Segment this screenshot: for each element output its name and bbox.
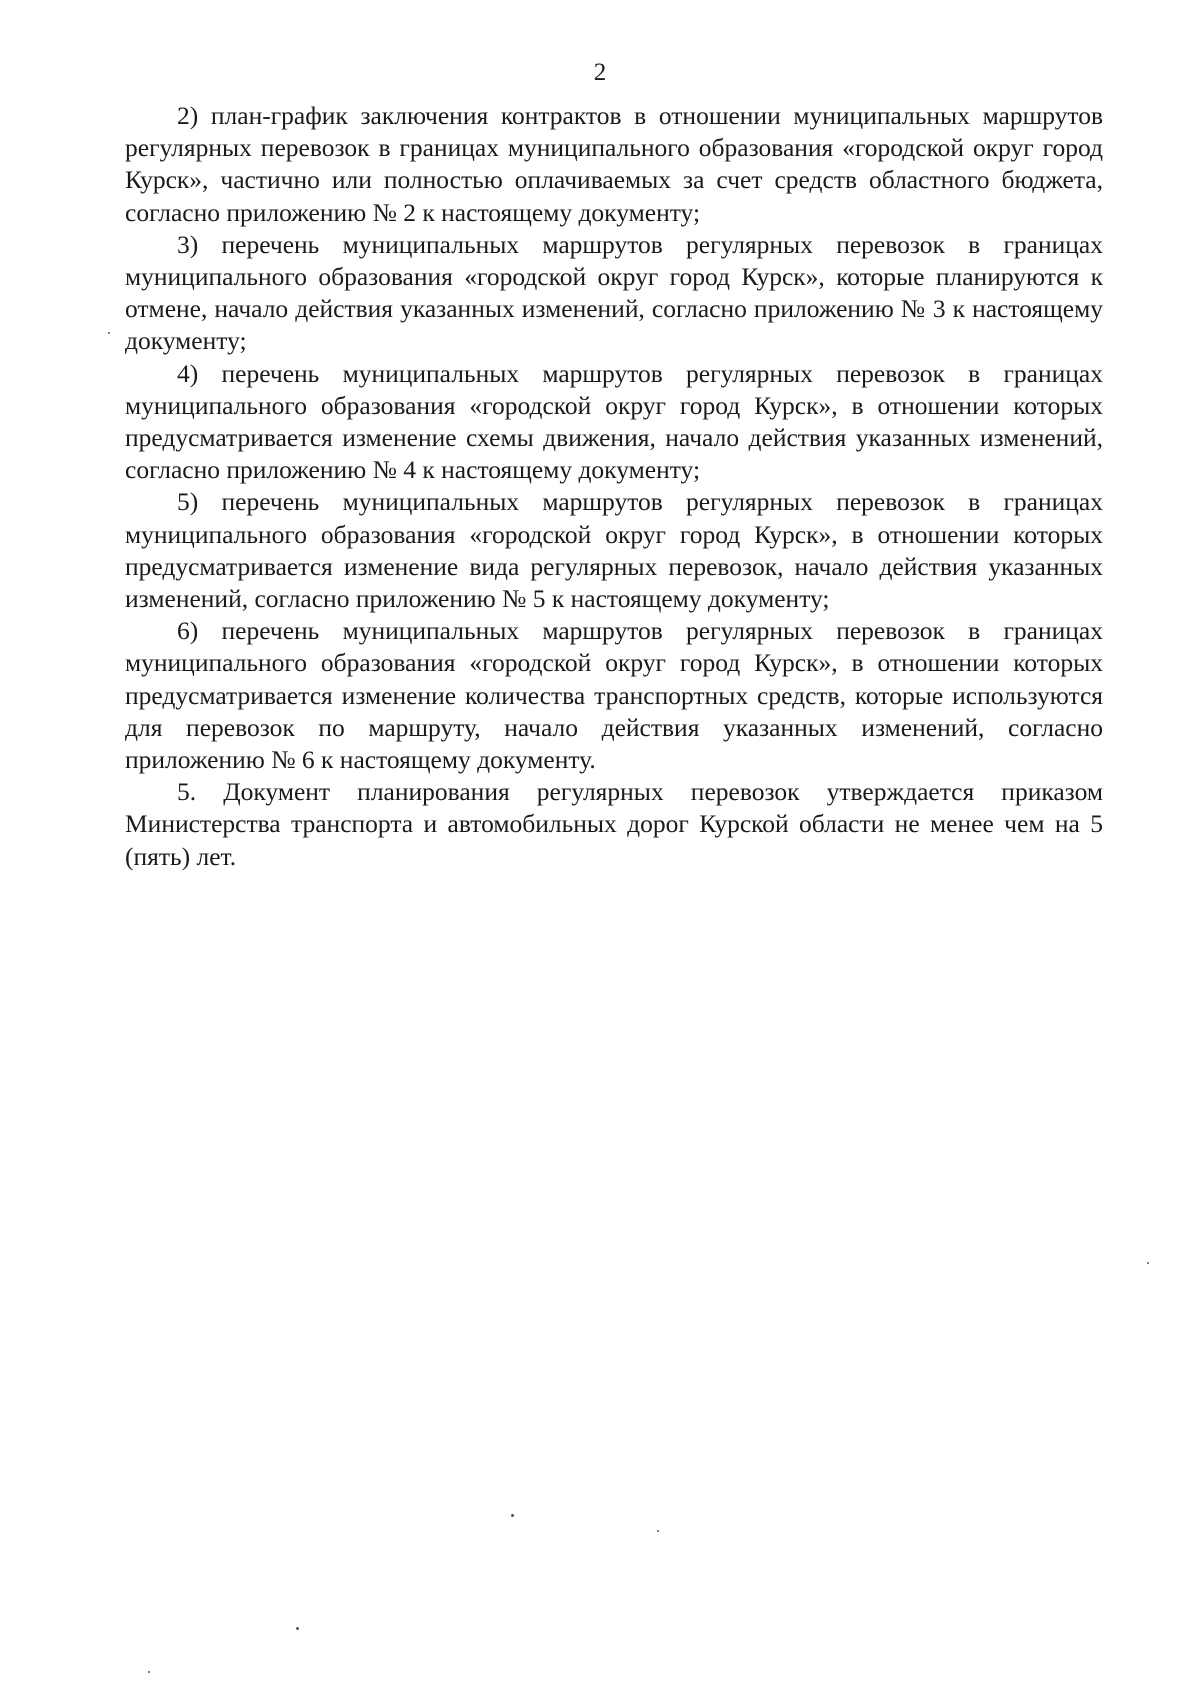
document-body (125, 100, 1103, 873)
scan-speck (108, 332, 110, 334)
scan-speck (657, 1530, 659, 1532)
paragraph-item-2: 2) план-график заключения контрактов в отношении муниципальных маршрутов регулярных перевозок в границах муниципального образования «городской округ город Курск», частично или полностью оплачиваемых за счет средств областного бюджета, согласно приложению № 2 к настоящему документу; (125, 101, 1103, 227)
scan-speck (511, 1514, 514, 1517)
scan-speck (148, 1671, 150, 1673)
paragraph-item-6: 6) перечень муниципальных маршрутов регулярных перевозок в границах муниципального образования «городской округ город Курск», в отношении которых предусматривается изменение количества транспортных средств, которые используются для перевозок по маршруту, начало действия указанных изменений, согласно приложению № 6 к настоящему документу. (125, 616, 1103, 775)
paragraph-item-5: 5) перечень муниципальных маршрутов регулярных перевозок в границах муниципального образования «городской округ город Курск», в отношении которых предусматривается изменение вида регулярных перевозок, начало действия указанных изменений, согласно приложению № 5 к настоящему документу; (125, 487, 1103, 614)
scan-speck (1147, 1262, 1149, 1264)
page-number: 2 (593, 59, 607, 86)
paragraph-item-4: 4) перечень муниципальных маршрутов регулярных перевозок в границах муниципального образования «городской округ город Курск», в отношении которых предусматривается изменение схемы движения, начало действия указанных изменений, согласно приложению № 4 к настоящему документу; (125, 358, 1103, 485)
paragraph-item-3: 3) перечень муниципальных маршрутов регулярных перевозок в границах муниципального образования «городской округ город Курск», которые планируются к отмене, начало действия указанных изменений, согласно приложению № 3 к настоящему документу; (125, 229, 1103, 356)
scan-speck (296, 1627, 299, 1630)
paragraph-clause-5: 5. Документ планирования регулярных перевозок утверждается приказом Министерства транспорта и автомобильных дорог Курской области не менее чем на 5 (пять) лет. (125, 777, 1103, 871)
